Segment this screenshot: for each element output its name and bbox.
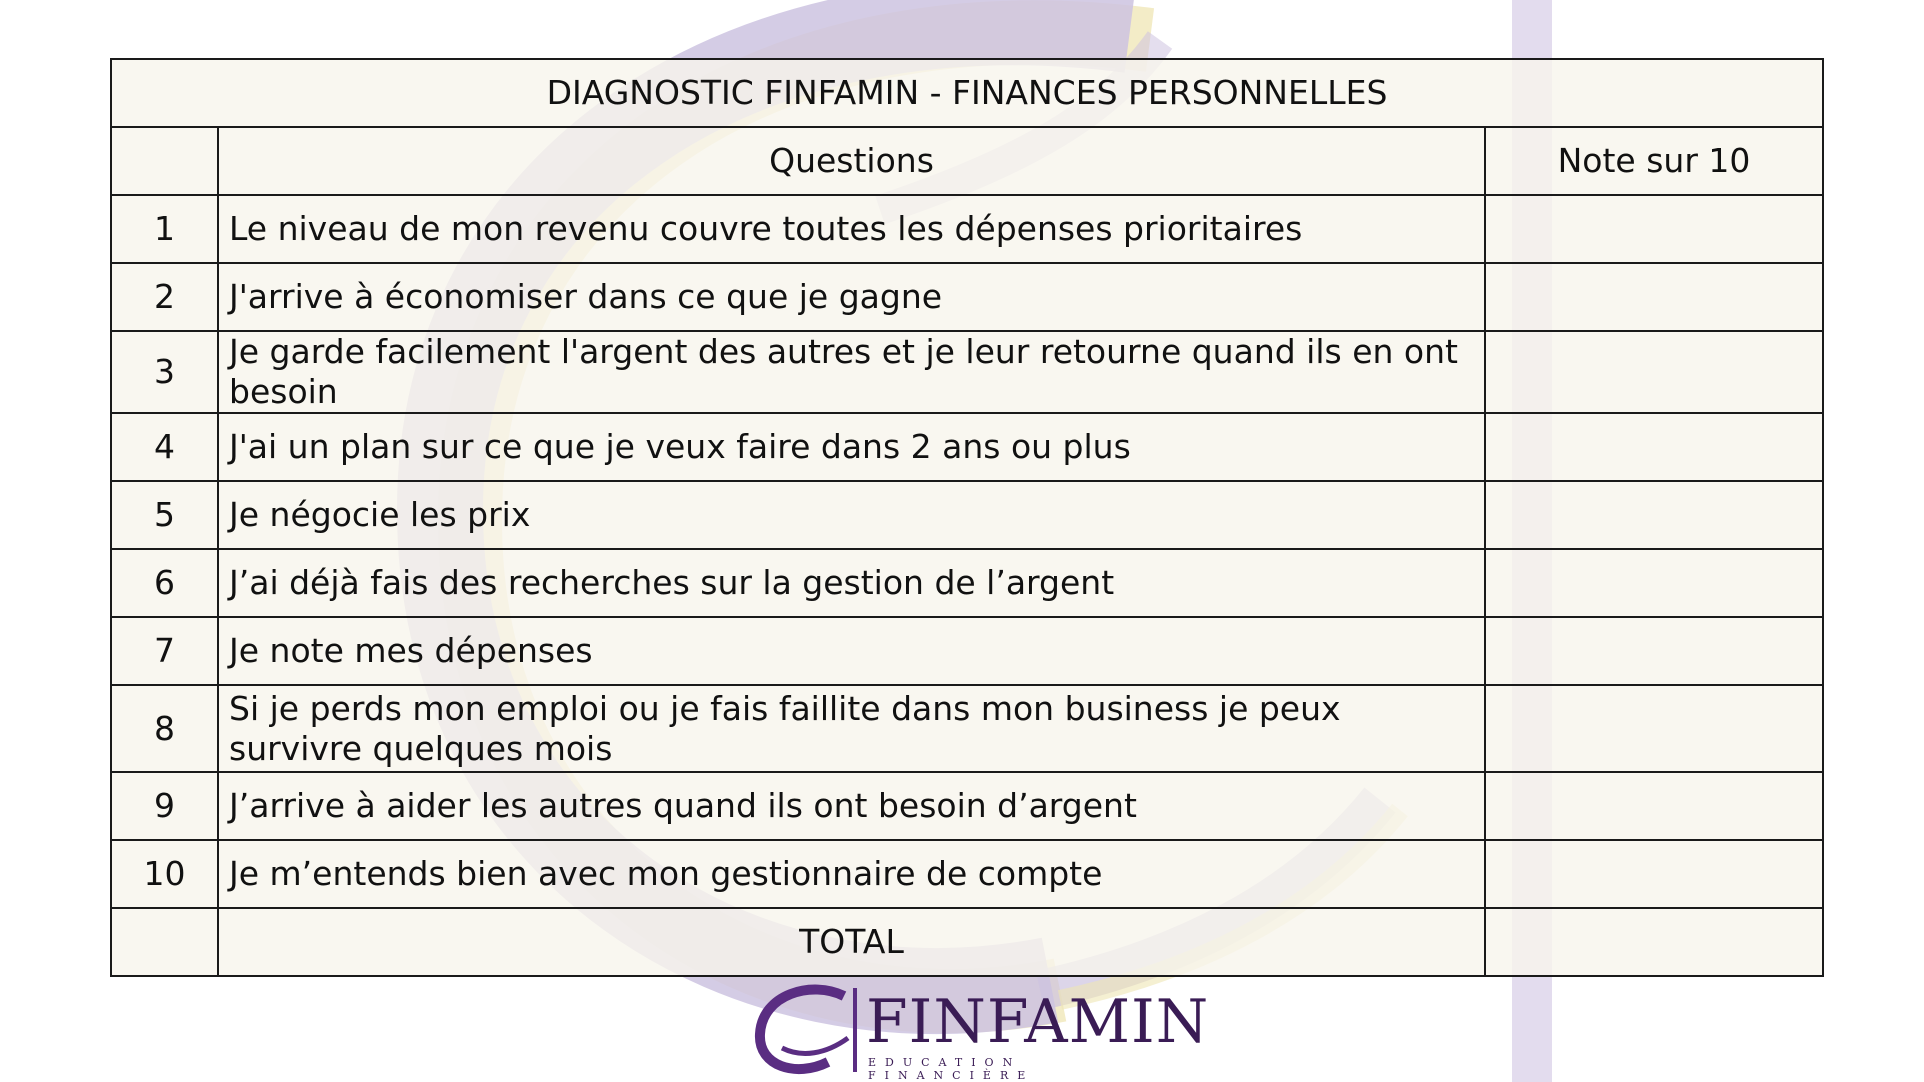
question-text: J’arrive à aider les autres quand ils ont besoin d’argent (218, 772, 1485, 840)
score-cell[interactable] (1485, 549, 1823, 617)
question-text (218, 685, 1485, 772)
row-number: 2 (111, 263, 218, 331)
question-text: Je négocie les prix (218, 481, 1485, 549)
row-number: 7 (111, 617, 218, 685)
question-text: Je m’entends bien avec mon gestionnaire de compte (218, 840, 1485, 908)
row-number: 10 (111, 840, 218, 908)
row-number: 5 (111, 481, 218, 549)
question-line: survivre quelques mois (229, 728, 613, 768)
finfamin-logo (752, 982, 1210, 1082)
finfamin-c-swoosh-icon (752, 982, 862, 1078)
row-number: 6 (111, 549, 218, 617)
table-row (111, 195, 1823, 263)
score-cell[interactable] (1485, 331, 1823, 413)
total-label: TOTAL (218, 908, 1485, 976)
table-row (111, 617, 1823, 685)
table-row (111, 413, 1823, 481)
table-row (111, 263, 1823, 331)
table-row (111, 331, 1823, 413)
question-line: Si je perds mon emploi ou je fais faillite dans mon business je peux (229, 688, 1341, 728)
total-number-cell (111, 908, 218, 976)
table-row (111, 772, 1823, 840)
table-header-row (111, 127, 1823, 195)
table-row (111, 685, 1823, 772)
row-number: 9 (111, 772, 218, 840)
question-text: Je note mes dépenses (218, 617, 1485, 685)
header-score: Note sur 10 (1485, 127, 1823, 195)
score-cell[interactable] (1485, 195, 1823, 263)
logo-name: FINFAMIN (866, 987, 1210, 1057)
score-cell[interactable] (1485, 413, 1823, 481)
header-questions: Questions (218, 127, 1485, 195)
question-text: Le niveau de mon revenu couvre toutes les dépenses prioritaires (218, 195, 1485, 263)
header-number-cell (111, 127, 218, 195)
table-row (111, 549, 1823, 617)
question-text: Je garde facilement l'argent des autres et je leur retourne quand ils en ont besoin (218, 331, 1485, 413)
question-text: J’ai déjà fais des recherches sur la gestion de l’argent (218, 549, 1485, 617)
total-row (111, 908, 1823, 976)
table-title-row (111, 59, 1823, 127)
total-score-cell[interactable] (1485, 908, 1823, 976)
row-number: 4 (111, 413, 218, 481)
logo-tagline: EDUCATION FINANCIÈRE (868, 1056, 1035, 1082)
question-text: J'arrive à économiser dans ce que je gagne (218, 263, 1485, 331)
row-number: 1 (111, 195, 218, 263)
score-cell[interactable] (1485, 617, 1823, 685)
row-number: 8 (111, 685, 218, 772)
question-text: J'ai un plan sur ce que je veux faire dans 2 ans ou plus (218, 413, 1485, 481)
table-row (111, 840, 1823, 908)
diagnostic-table (110, 58, 1824, 977)
score-cell[interactable] (1485, 481, 1823, 549)
table-row (111, 481, 1823, 549)
logo-divider (853, 988, 857, 1072)
score-cell[interactable] (1485, 685, 1823, 772)
score-cell[interactable] (1485, 840, 1823, 908)
table-title: DIAGNOSTIC FINFAMIN - FINANCES PERSONNELLES (111, 59, 1823, 127)
row-number: 3 (111, 331, 218, 413)
score-cell[interactable] (1485, 263, 1823, 331)
score-cell[interactable] (1485, 772, 1823, 840)
